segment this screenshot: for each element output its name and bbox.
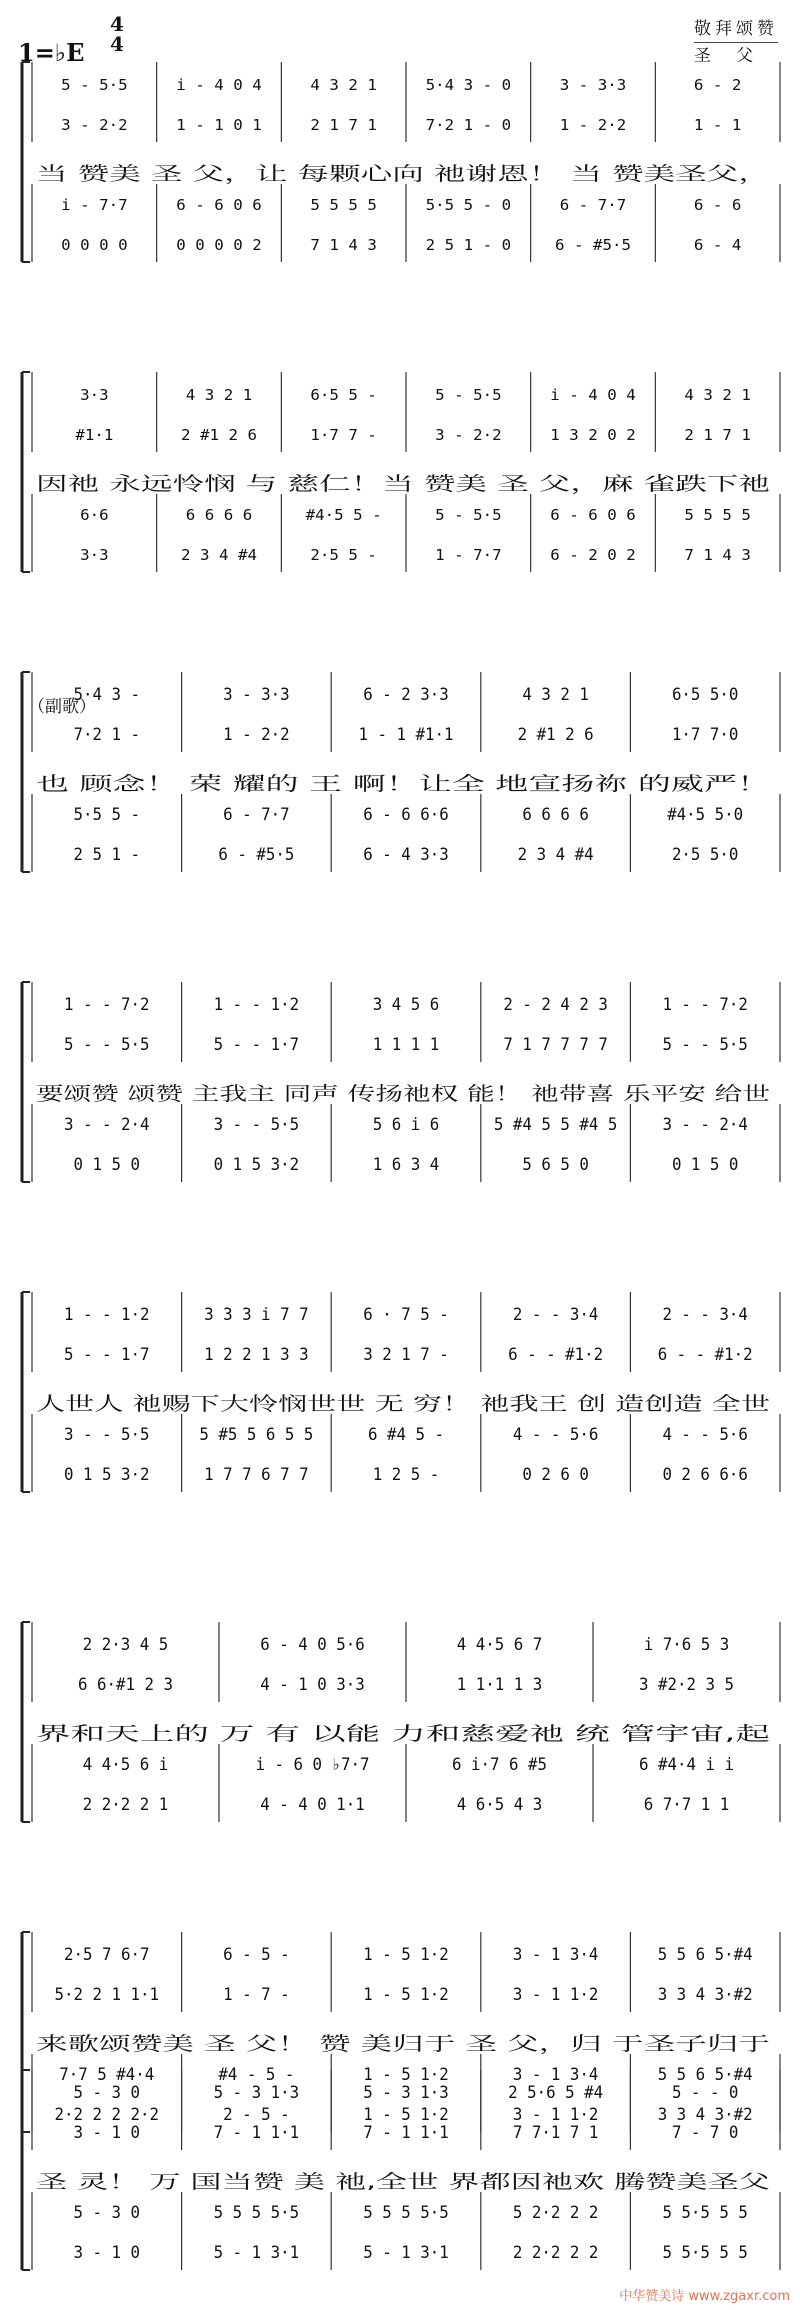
lyrics-line: 因祂 永远怜悯 与 慈仁！当 赞美 圣 父，麻 雀跌下祂 bbox=[36, 473, 770, 495]
lyricist-label: 敬拜颂赞 bbox=[694, 19, 778, 39]
note-group: 1 - 2·2 bbox=[223, 725, 290, 745]
note-group: 1 - 1 #1·1 bbox=[358, 725, 454, 745]
note-group: #4·5 5 - bbox=[305, 506, 382, 524]
note-group: 2 - 5 - bbox=[223, 2105, 290, 2125]
note-group: 2 - - 3·4 bbox=[512, 1305, 599, 1325]
note-group: 5 - - 0 bbox=[671, 2083, 739, 2103]
note-group: 6 #4 5 - bbox=[368, 1425, 444, 1445]
time-signature-bottom: 4 bbox=[110, 32, 124, 56]
note-group: 5·4 3 - 0 bbox=[425, 76, 512, 94]
note-group: 2 1 7 1 bbox=[684, 426, 751, 444]
note-group: 5 #5 5 6 5 5 bbox=[199, 1425, 314, 1445]
note-group: 3 - - 2·4 bbox=[662, 1115, 748, 1135]
note-group: 5 6 i 6 bbox=[372, 1115, 440, 1135]
note-group: 1·7 7 - bbox=[310, 426, 377, 444]
note-group: 3 2 1 7 - bbox=[363, 1345, 449, 1365]
note-group: 6 - - #1·2 bbox=[508, 1345, 604, 1365]
note-group: 5 - 3 1·3 bbox=[363, 2083, 449, 2103]
note-group: 7·2 1 - 0 bbox=[425, 116, 512, 134]
note-group: 3 - 2·2 bbox=[61, 116, 128, 134]
note-group: 5·2 2 1 1·1 bbox=[54, 1985, 160, 2005]
note-group: i - 6 0 ♭7·7 bbox=[255, 1755, 370, 1775]
note-group: 2 1 7 1 bbox=[310, 116, 377, 134]
note-group: 2 2·3 4 5 bbox=[82, 1635, 169, 1655]
note-group: 5 - 1 3·1 bbox=[363, 2243, 449, 2263]
note-group: 6 - 4 bbox=[693, 236, 742, 254]
note-group: 3 3 4 3·#2 bbox=[657, 2105, 753, 2125]
note-group: #1·1 bbox=[75, 426, 114, 444]
note-group: 6 6·#1 2 3 bbox=[78, 1675, 173, 1695]
note-group: i - 7·7 bbox=[61, 196, 128, 214]
note-group: 5 6 5 0 bbox=[522, 1155, 589, 1175]
lyrics-line: 当 赞美 圣 父，让 每颗心向 祂谢恩！ 当 赞美圣父， bbox=[36, 163, 770, 185]
note-group: 5 - - 1·7 bbox=[213, 1035, 300, 1055]
lyrics-line: 人世人 祂赐下大怜悯世世 无 穷！ 祂我王 创 造创造 全世 bbox=[36, 1393, 770, 1415]
note-group: 5 2·2 2 2 bbox=[512, 2203, 599, 2223]
note-group: i - 4 0 4 bbox=[176, 76, 262, 94]
note-group: 1 1·1 1 3 bbox=[456, 1675, 543, 1695]
note-group: 4 3 2 1 bbox=[310, 76, 377, 94]
note-group: 1 3 2 0 2 bbox=[550, 426, 636, 444]
note-group: 2 3 4 #4 bbox=[517, 845, 594, 865]
note-group: 5 5 5 5·5 bbox=[213, 2203, 300, 2223]
note-group: 6 - 6 bbox=[693, 196, 742, 214]
note-group: 2 3 4 #4 bbox=[181, 546, 257, 564]
note-group: 3 - - 2·4 bbox=[64, 1115, 150, 1135]
note-group: 2 2·2 2 2 bbox=[512, 2243, 599, 2263]
note-group: 5·5 5 - 0 bbox=[425, 196, 512, 214]
note-group: 4 - - 5·6 bbox=[662, 1425, 748, 1445]
note-group: 7·2 1 - bbox=[73, 725, 141, 745]
note-group: 4 4·5 6 7 bbox=[456, 1635, 543, 1655]
note-group: 6 7·7 1 1 bbox=[643, 1795, 730, 1815]
note-group: 5 - 5·5 bbox=[435, 506, 502, 524]
note-group: 5 5 6 5·#4 bbox=[657, 2065, 753, 2085]
note-group: 2 5·6 5 #4 bbox=[508, 2083, 604, 2103]
note-group: 5 - 5·5 bbox=[435, 386, 502, 404]
note-group: 1 - - 7·2 bbox=[662, 995, 748, 1015]
note-group: 6 - 2 bbox=[693, 76, 742, 94]
note-group: 6 #4·4 i i bbox=[639, 1755, 734, 1775]
note-group: 6 - 7·7 bbox=[223, 805, 290, 825]
note-group: 1 - 5 1·2 bbox=[363, 2105, 449, 2125]
note-group: 3 - 1 1·2 bbox=[512, 2105, 599, 2125]
note-group: 7 - 7 0 bbox=[671, 2123, 739, 2143]
note-group: 6 - #5·5 bbox=[555, 236, 631, 254]
note-group: 6 6 6 6 bbox=[522, 805, 589, 825]
note-group: 2·5 7 6·7 bbox=[64, 1945, 150, 1965]
note-group: 0 2 6 6·6 bbox=[662, 1465, 748, 1485]
note-group: 1 6 3 4 bbox=[372, 1155, 440, 1175]
note-group: 6 - 2 3·3 bbox=[363, 685, 449, 705]
note-group: 7 - 1 1·1 bbox=[363, 2123, 449, 2143]
note-group: 1 - - 7·2 bbox=[64, 995, 150, 1015]
note-group: 1 - 1 0 1 bbox=[176, 116, 262, 134]
note-group: i - 4 0 4 bbox=[550, 386, 636, 404]
note-group: 6 6 6 6 bbox=[185, 506, 253, 524]
note-group: 1 - 2·2 bbox=[559, 116, 627, 134]
note-group: 6 - 4 0 5·6 bbox=[260, 1635, 365, 1655]
note-group: 1 - - 1·2 bbox=[213, 995, 300, 1015]
note-group: 6 - 4 3·3 bbox=[363, 845, 449, 865]
note-group: 5 - - 5·5 bbox=[64, 1035, 150, 1055]
note-group: 5 - - 5·5 bbox=[662, 1035, 748, 1055]
note-group: 4 - 4 0 1·1 bbox=[260, 1795, 365, 1815]
note-group: 5 5 6 5·#4 bbox=[657, 1945, 753, 1965]
note-group: 5 - - 1·7 bbox=[64, 1345, 150, 1365]
note-group: 4 3 2 1 bbox=[684, 386, 751, 404]
note-group: 2 5 1 - bbox=[73, 845, 141, 865]
lyrics-line: 圣 灵！ 万 国当赞 美 祂,全世 界都因祂欢 腾赞美圣父 bbox=[36, 2171, 770, 2193]
note-group: 1 2 2 1 3 3 bbox=[204, 1345, 309, 1365]
note-group: 6 - 2 0 2 bbox=[550, 546, 636, 564]
note-group: 3 - 1 0 bbox=[73, 2243, 141, 2263]
note-group: 2 #1 2 6 bbox=[181, 426, 257, 444]
note-group: 6 - #5·5 bbox=[218, 845, 295, 865]
note-group: 3 - 3·3 bbox=[559, 76, 627, 94]
note-group: 3 #2·2 3 5 bbox=[639, 1675, 734, 1695]
note-group: 3 - - 5·5 bbox=[64, 1425, 150, 1445]
note-group: 1 - 5 1·2 bbox=[363, 1945, 449, 1965]
note-group: 6 · 7 5 - bbox=[363, 1305, 449, 1325]
note-group: 3 3 3 i 7 7 bbox=[204, 1305, 309, 1325]
note-group: 2 5 1 - 0 bbox=[425, 236, 512, 254]
note-group: 5·4 3 - bbox=[73, 685, 141, 705]
note-group: 1 2 5 - bbox=[372, 1465, 440, 1485]
note-group: 4 3 2 1 bbox=[185, 386, 253, 404]
lyrics-line: 来歌颂赞美 圣 父！ 赞 美归于 圣 父，归 于圣子归于 bbox=[36, 2033, 770, 2055]
note-group: 2 2·2 2 1 bbox=[82, 1795, 169, 1815]
time-signature-top: 4 bbox=[110, 12, 124, 36]
note-group: 1 7 7 6 7 7 bbox=[204, 1465, 309, 1485]
note-group: 1 - 5 1·2 bbox=[363, 2065, 449, 2085]
note-group: 5 - 3 0 bbox=[73, 2083, 141, 2103]
section-label: （副歌） bbox=[28, 697, 96, 717]
note-group: 5 5 5 5 bbox=[684, 506, 751, 524]
note-group: 3 - 1 3·4 bbox=[512, 1945, 599, 1965]
note-group: 1 - - 1·2 bbox=[64, 1305, 150, 1325]
note-group: 1·7 7·0 bbox=[671, 725, 739, 745]
note-group: 4 3 2 1 bbox=[522, 685, 589, 705]
note-group: 5 #4 5 5 #4 5 bbox=[493, 1115, 618, 1135]
note-group: 7 - 1 1·1 bbox=[213, 2123, 300, 2143]
note-group: 2·5 5·0 bbox=[671, 845, 739, 865]
note-group: 0 1 5 3·2 bbox=[64, 1465, 150, 1485]
note-group: 0 0 0 0 bbox=[61, 236, 128, 254]
note-group: 5 - 3 1·3 bbox=[213, 2083, 300, 2103]
note-group: 6 - 6 6·6 bbox=[363, 805, 449, 825]
note-group: 1 1 1 1 bbox=[372, 1035, 440, 1055]
note-group: 1 - 1 bbox=[693, 116, 742, 134]
note-group: 2 #1 2 6 bbox=[517, 725, 594, 745]
note-group: #4·5 5·0 bbox=[667, 805, 744, 825]
note-group: #4 - 5 - bbox=[218, 2065, 295, 2085]
note-group: 0 1 5 0 bbox=[671, 1155, 739, 1175]
note-group: 7 1 7 7 7 7 bbox=[503, 1035, 608, 1055]
note-group: 4 - - 5·6 bbox=[512, 1425, 599, 1445]
watermark: 中华赞美诗 www.zgaxr.com bbox=[619, 2289, 790, 2304]
note-group: 6 i·7 6 #5 bbox=[452, 1755, 547, 1775]
note-group: 6 - 6 0 6 bbox=[550, 506, 636, 524]
note-group: 1 - 5 1·2 bbox=[363, 1985, 449, 2005]
note-group: 3 - 2·2 bbox=[435, 426, 502, 444]
note-group: 3 - 1 1·2 bbox=[512, 1985, 599, 2005]
note-group: 6·6 bbox=[80, 506, 109, 524]
note-group: 3 - 1 0 bbox=[73, 2123, 141, 2143]
note-group: 6 - 7·7 bbox=[559, 196, 627, 214]
note-group: 4 6·5 4 3 bbox=[456, 1795, 543, 1815]
note-group: 7 1 4 3 bbox=[684, 546, 751, 564]
note-group: 1 - 7·7 bbox=[435, 546, 502, 564]
note-group: 6·5 5·0 bbox=[671, 685, 739, 705]
note-group: 1 - 7 - bbox=[223, 1985, 290, 2005]
note-group: 4 - 1 0 3·3 bbox=[260, 1675, 365, 1695]
note-group: 3 - 1 3·4 bbox=[512, 2065, 599, 2085]
lyrics-line: 界和天上的 万 有 以能 力和慈爱祂 统 管宇宙,起 bbox=[36, 1723, 770, 1745]
note-group: 5 - 3 0 bbox=[73, 2203, 141, 2223]
note-group: 5 - 1 3·1 bbox=[213, 2243, 300, 2263]
note-group: 3 4 5 6 bbox=[372, 995, 440, 1015]
note-group: 4 4·5 6 i bbox=[82, 1755, 169, 1775]
note-group: 2 - - 3·4 bbox=[662, 1305, 748, 1325]
note-group: 5 5·5 5 5 bbox=[662, 2243, 748, 2263]
key-signature: 1=♭E bbox=[18, 38, 85, 67]
note-group: 0 2 6 0 bbox=[522, 1465, 589, 1485]
note-group: 5 5 5 5 bbox=[310, 196, 377, 214]
note-group: 3 3 4 3·#2 bbox=[657, 1985, 753, 2005]
note-group: 6 - 5 - bbox=[223, 1945, 290, 1965]
note-group: 5 - 5·5 bbox=[61, 76, 128, 94]
note-group: 7 1 4 3 bbox=[310, 236, 377, 254]
note-group: 2·5 5 - bbox=[310, 546, 377, 564]
note-group: 3 - 3·3 bbox=[223, 685, 290, 705]
note-group: 3·3 bbox=[80, 546, 109, 564]
lyrics-line: 也 顾念！ 荣 耀的 王 啊！让全 地宣扬祢 的威严！ bbox=[36, 773, 770, 795]
note-group: 3 - - 5·5 bbox=[213, 1115, 300, 1135]
note-group: i 7·6 5 3 bbox=[643, 1635, 730, 1655]
note-group: 5 5·5 5 5 bbox=[662, 2203, 748, 2223]
note-group: 3·3 bbox=[80, 386, 109, 404]
note-group: 6 - - #1·2 bbox=[657, 1345, 753, 1365]
note-group: 7 7·1 7 1 bbox=[512, 2123, 599, 2143]
note-group: 2·2 2 2 2·2 bbox=[54, 2105, 160, 2125]
note-group: 2 - 2 4 2 3 bbox=[503, 995, 608, 1015]
note-group: 6·5 5 - bbox=[310, 386, 377, 404]
note-group: 5 5 5 5·5 bbox=[363, 2203, 449, 2223]
composer-label: 圣 父 bbox=[694, 46, 757, 66]
note-group: 0 0 0 0 2 bbox=[176, 236, 262, 254]
lyrics-line: 要颂赞 颂赞 主我主 同声 传扬祂权 能！ 祂带喜 乐平安 给世 bbox=[36, 1083, 770, 1105]
note-group: 0 1 5 0 bbox=[73, 1155, 141, 1175]
note-group: 5·5 5 - bbox=[73, 805, 141, 825]
note-group: 0 1 5 3·2 bbox=[213, 1155, 300, 1175]
note-group: 6 - 6 0 6 bbox=[176, 196, 262, 214]
note-group: 7·7 5 #4·4 bbox=[59, 2065, 155, 2085]
